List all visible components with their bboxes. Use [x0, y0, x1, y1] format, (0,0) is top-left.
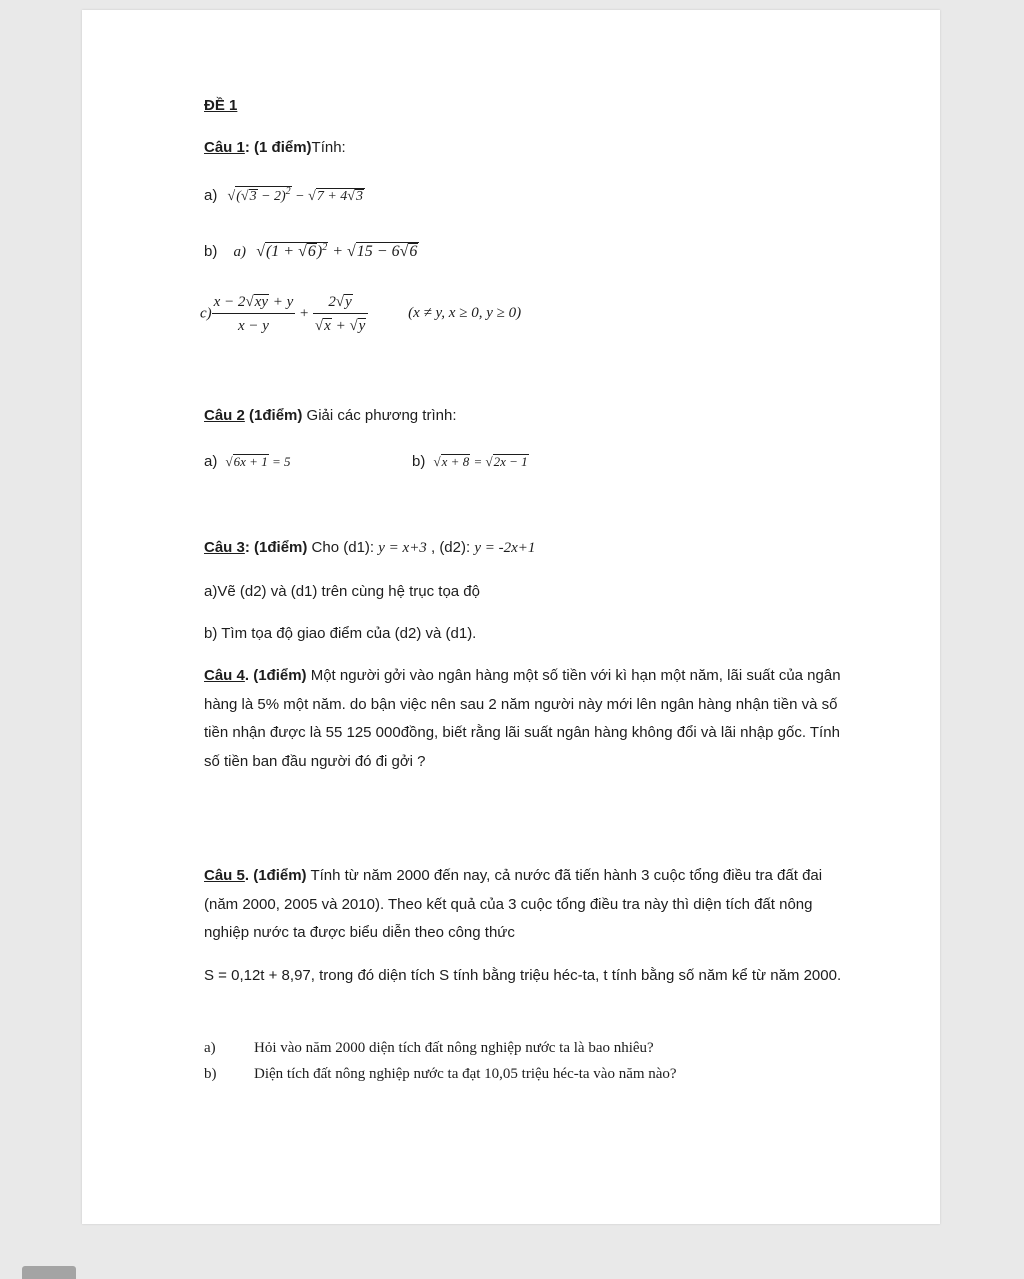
- q5-points: . (1điểm): [244, 867, 307, 884]
- q4-paragraph: [204, 662, 852, 776]
- q3-mid: , (d2):: [426, 539, 475, 556]
- q2-a-label: a): [204, 453, 218, 470]
- q2-b-equation: √ x + 8 = √ 2x − 1: [434, 454, 529, 469]
- q3-part-b: b) Tìm tọa độ giao điểm của (d2) và (d1).: [204, 625, 477, 642]
- q2-b-label: b): [412, 453, 426, 470]
- q1-c-condition: (x ≠ y, x ≥ 0, y ≥ 0): [408, 305, 522, 322]
- q4-text: Một người gởi vào ngân hàng một số tiền với kì hạn một năm, lãi suất của ngân hàng là 5% một năm. do bận việc nên sau 2 năm người này mới lên ngân hàng nhận tiền và số tiền nhận được là 55 125 000đồng, biết rằng lãi suất ngân hàng không đổi và lãi nhập gốc. Tính số tiền ban đầu người đó đi gởi ?: [204, 667, 841, 770]
- q3-d1-equation: y = x+3: [378, 540, 427, 556]
- q3-label: Câu 3: [204, 539, 245, 556]
- q1-c-label: c): [200, 305, 212, 322]
- q2-header: [204, 406, 457, 426]
- q1-c-fraction-2: 2√ y √ x + √ y: [313, 292, 368, 336]
- q5-text: Tính từ năm 2000 đến nay, cả nước đã tiến hành 3 cuộc tổng điều tra đất đai (năm 2000, 2005 và 2010). Theo kết quả của 3 cuộc tổng điều tra này thì diện tích đất nông nghiệp nước ta được biểu diễn theo công thức: [204, 867, 823, 941]
- q1-instruction: Tính:: [311, 139, 346, 156]
- q2-label: Câu 2: [204, 407, 245, 424]
- q1-b-sublabel: a): [233, 244, 247, 260]
- q1-points: : (1 điểm): [244, 139, 312, 156]
- q5-item-b: [204, 1064, 677, 1084]
- q4-label: Câu 4: [204, 667, 245, 684]
- document-page: [82, 10, 940, 1224]
- q3-intro: Cho (d1):: [307, 539, 379, 556]
- q2-a-equation: √ 6x + 1 = 5: [226, 454, 291, 469]
- q1-part-b: [204, 242, 419, 262]
- q3-d2-equation: y = -2x+1: [474, 540, 536, 556]
- q5-paragraph: [204, 862, 852, 948]
- q3-part-a: a)Vẽ (d2) và (d1) trên cùng hệ trục tọa độ: [204, 583, 480, 600]
- q2-part-a: [204, 452, 290, 472]
- q1-part-a: [204, 186, 365, 207]
- q1-b-label: b): [204, 243, 218, 260]
- q5-item-a-label: a): [204, 1040, 216, 1056]
- q5-item-b-label: b): [204, 1066, 217, 1082]
- q1-label: Câu 1: [204, 139, 245, 156]
- q2-instruction: Giải các phương trình:: [302, 407, 457, 424]
- q1-c-fraction-1: $\frac{x - 2√ xy + y}{x - y}$: [212, 292, 296, 336]
- q1-a-label: a): [204, 187, 218, 204]
- q2-part-b: [412, 452, 529, 472]
- q1-header: [204, 138, 346, 158]
- q2-points: (1điểm): [244, 407, 303, 424]
- q5-formula-paragraph: S = 0,12t + 8,97, trong đó diện tích S tính bằng triệu héc-ta, t tính bằng số năm kể từ năm 2000.: [204, 967, 842, 984]
- q1-a-expression: √ (√ 3 − 2)$^2$ − √ 7 + 4√ 3: [228, 189, 365, 204]
- q3-points: : (1điểm): [244, 539, 308, 556]
- scroll-tab[interactable]: [22, 1266, 76, 1279]
- q5-label: Câu 5: [204, 867, 245, 884]
- exam-title: ĐỀ 1: [204, 97, 238, 114]
- q5-item-a-text: Hỏi vào năm 2000 diện tích đất nông nghiệp nước ta là bao nhiêu?: [254, 1040, 654, 1056]
- q4-points: . (1điểm): [244, 667, 307, 684]
- q3-header: [204, 538, 535, 558]
- q5-item-b-text: Diện tích đất nông nghiệp nước ta đạt 10,05 triệu héc-ta vào năm nào?: [254, 1066, 677, 1082]
- q5-item-a: [204, 1038, 654, 1058]
- q1-b-expression: √ (1 + √ 6)$^2$ + √ 15 − 6√ 6: [256, 243, 419, 260]
- q1-part-c: c) $\frac{x - 2√ xy + y}{x - y}$ + 2√ y √ x + √ y (x ≠ y, x ≥ 0, y ≥ 0): [200, 292, 521, 336]
